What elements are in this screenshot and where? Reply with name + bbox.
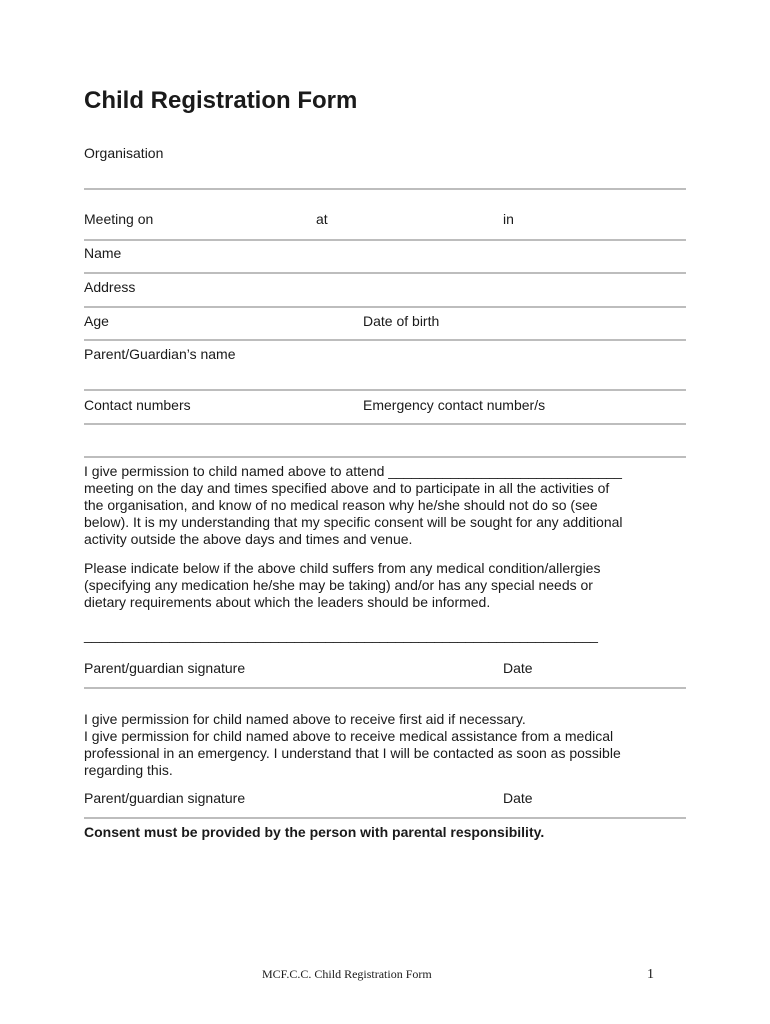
page-title: Child Registration Form <box>84 87 358 114</box>
contact-line-2[interactable] <box>84 456 686 458</box>
address-label: Address <box>84 279 136 295</box>
contact-line-1[interactable] <box>84 423 686 425</box>
medical-blank-line[interactable]: __________________________________________________________________ <box>84 627 598 643</box>
emergency-contact-label: Emergency contact number/s <box>363 397 546 413</box>
footer-text: MCF.C.C. Child Registration Form <box>262 967 432 981</box>
first-aid-line: I give permission for child named above to receive first aid if necessary. <box>84 711 526 727</box>
organisation-line[interactable] <box>84 188 686 190</box>
signature-label: Parent/guardian signature <box>84 790 246 806</box>
first-aid-paragraph <box>84 711 694 779</box>
permission-line[interactable]: I give permission to child named above to attend ______________________________ <box>84 463 622 479</box>
first-aid-line: professional in an emergency. I understand that I will be contacted as soon as possible <box>84 745 621 761</box>
permission-line: activity outside the above days and times and venue. <box>84 531 413 547</box>
permission-line: below). It is my understanding that my specific consent will be sought for any additional <box>84 514 623 530</box>
at-label: at <box>316 211 328 227</box>
permission-line: the organisation, and know of no medical reason why he/she should not do so (see <box>84 497 598 513</box>
parent-name-label: Parent/Guardian’s name <box>84 346 236 362</box>
date-label: Date <box>503 790 533 806</box>
permission-paragraph <box>84 463 694 548</box>
date-of-birth-label: Date of birth <box>363 313 440 329</box>
page-number: 1 <box>647 967 654 982</box>
signature-label: Parent/guardian signature <box>84 660 246 676</box>
parent-name-line[interactable] <box>84 389 686 391</box>
medical-line: (specifying any medication he/she may be taking) and/or has any special needs or <box>84 577 593 593</box>
first-aid-line: I give permission for child named above to receive medical assistance from a medical <box>84 728 614 744</box>
first-aid-line: regarding this. <box>84 762 173 778</box>
consent-note: Consent must be provided by the person with parental responsibility. <box>84 824 545 840</box>
address-line[interactable] <box>84 306 686 308</box>
contact-numbers-label: Contact numbers <box>84 397 191 413</box>
meeting-line[interactable] <box>84 239 686 241</box>
in-label: in <box>503 211 514 227</box>
name-label: Name <box>84 245 122 261</box>
signature-line-1[interactable] <box>84 687 686 689</box>
signature-line-2[interactable] <box>84 817 686 819</box>
age-line[interactable] <box>84 339 686 341</box>
permission-line: meeting on the day and times specified above and to participate in all the activities of <box>84 480 610 496</box>
organisation-label: Organisation <box>84 145 164 161</box>
age-label: Age <box>84 313 109 329</box>
name-line[interactable] <box>84 272 686 274</box>
meeting-on-label: Meeting on <box>84 211 154 227</box>
medical-paragraph <box>84 560 694 611</box>
date-label: Date <box>503 660 533 676</box>
medical-line: Please indicate below if the above child suffers from any medical condition/allergies <box>84 560 601 576</box>
medical-line: dietary requirements about which the leaders should be informed. <box>84 594 491 610</box>
